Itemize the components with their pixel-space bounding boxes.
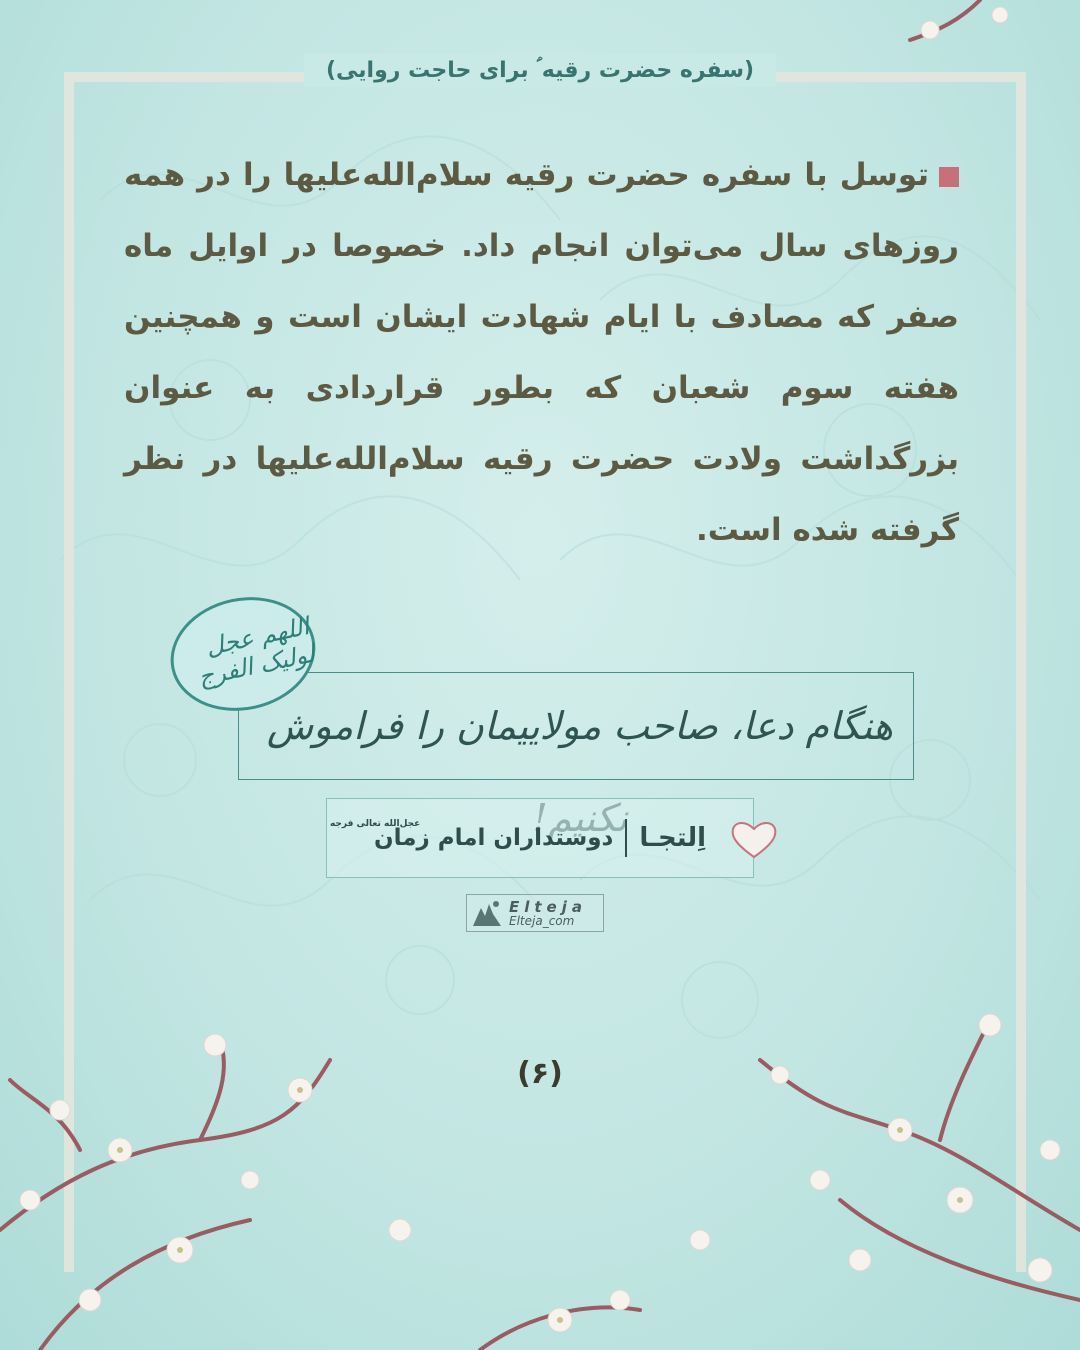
page-title: (سفره حضرت رقیه ؑ برای حاجت روایی) [304, 54, 776, 87]
body-paragraph [124, 140, 959, 566]
brand-name: اِلتجـا [639, 823, 707, 853]
page-number: (۶) [517, 1056, 563, 1091]
brand-divider [625, 819, 627, 857]
brand-tagline: دوستداران امام زمان [373, 825, 614, 851]
callout-text: هنگام دعا، صاحب مولاییمان را فراموش [266, 704, 894, 748]
brand-row [326, 798, 754, 878]
brand-superscript: عجل‌الله تعالی فرجه [329, 819, 421, 829]
seal-text: اللهم عجل لولیک الفرج [195, 612, 318, 692]
logo-mark-icon [471, 898, 503, 928]
logo-text [509, 897, 587, 928]
logo-handle: Elteja_com [509, 913, 575, 928]
title-wrap [0, 54, 1080, 87]
brand-tagline-wrap [329, 819, 614, 851]
body-paragraph-text: توسل با سفره حضرت رقیه سلام‌الله‌علیها را در همه روزهای سال می‌توان انجام داد. خصوصا در اوایل ماه صفر که مصادف با ایام شهادت ایشان است و همچنین هفته سوم شعبان که بطور قراردادی به عنوان بزرگداشت ولادت حضرت رقیه سلام‌الله‌علیها در نظر گرفته شده است. [124, 157, 959, 548]
elteja-logo [466, 894, 604, 932]
logo-name: Elteja [509, 897, 587, 916]
heart-icon [729, 819, 779, 861]
bullet-icon [939, 167, 959, 187]
